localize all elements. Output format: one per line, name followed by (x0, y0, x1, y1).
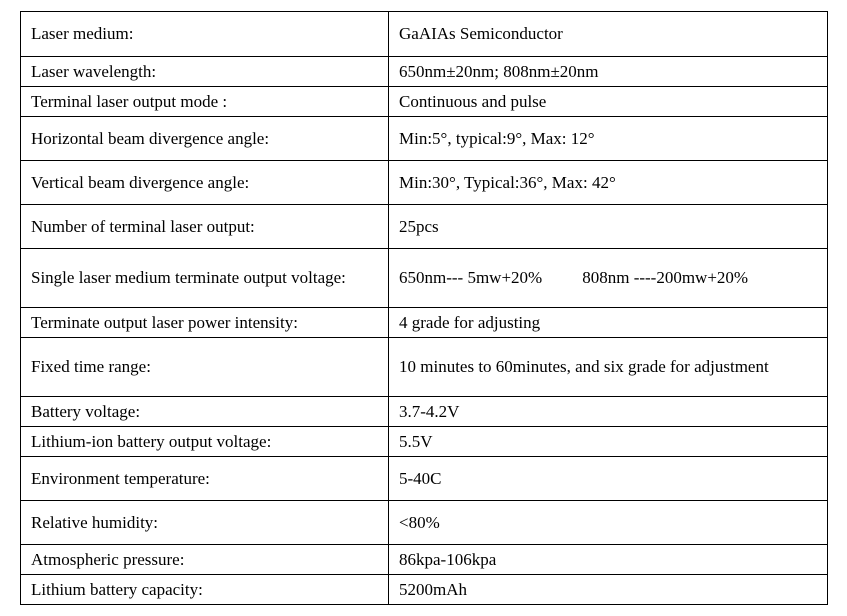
row-label: Laser wavelength: (21, 57, 389, 87)
table-row (21, 397, 828, 427)
table-row (21, 501, 828, 545)
row-value: Continuous and pulse (389, 87, 828, 117)
table-row (21, 87, 828, 117)
table-row (21, 161, 828, 205)
table-row (21, 57, 828, 87)
row-label: Atmospheric pressure: (21, 545, 389, 575)
value-808nm: 808nm ----200mw+20% (582, 268, 749, 287)
row-label: Number of terminal laser output: (21, 205, 389, 249)
table-row (21, 12, 828, 57)
row-label: Relative humidity: (21, 501, 389, 545)
table-row (21, 545, 828, 575)
row-value: 4 grade for adjusting (389, 308, 828, 338)
row-label: Lithium-ion battery output voltage: (21, 427, 389, 457)
row-value: GaAIAs Semiconductor (389, 12, 828, 57)
row-value: 650nm±20nm; 808nm±20nm (389, 57, 828, 87)
table-row (21, 427, 828, 457)
row-label: Horizontal beam divergence angle: (21, 117, 389, 161)
row-label: Vertical beam divergence angle: (21, 161, 389, 205)
row-value: 5200mAh (389, 575, 828, 605)
table-row (21, 205, 828, 249)
row-label: Laser medium: (21, 12, 389, 57)
table-row (21, 249, 828, 308)
row-value: 3.7-4.2V (389, 397, 828, 427)
table-row (21, 117, 828, 161)
row-label: Terminate output laser power intensity: (21, 308, 389, 338)
row-label: Terminal laser output mode : (21, 87, 389, 117)
row-label: Battery voltage: (21, 397, 389, 427)
table-row (21, 457, 828, 501)
spec-table (20, 11, 828, 605)
row-value: 86kpa-106kpa (389, 545, 828, 575)
row-value: 10 minutes to 60minutes, and six grade for adjustment (389, 338, 828, 397)
row-value: 25pcs (389, 205, 828, 249)
row-value: 5.5V (389, 427, 828, 457)
row-value (389, 249, 828, 308)
value-650nm: 650nm--- 5mw+20% (399, 268, 543, 287)
row-label: Fixed time range: (21, 338, 389, 397)
table-row (21, 575, 828, 605)
row-value: 5-40C (389, 457, 828, 501)
row-value: Min:5°, typical:9°, Max: 12° (389, 117, 828, 161)
row-label: Lithium battery capacity: (21, 575, 389, 605)
row-value: <80% (389, 501, 828, 545)
table-row (21, 308, 828, 338)
row-label: Environment temperature: (21, 457, 389, 501)
row-label: Single laser medium terminate output voltage: (21, 249, 389, 308)
row-value: Min:30°, Typical:36°, Max: 42° (389, 161, 828, 205)
table-row (21, 338, 828, 397)
